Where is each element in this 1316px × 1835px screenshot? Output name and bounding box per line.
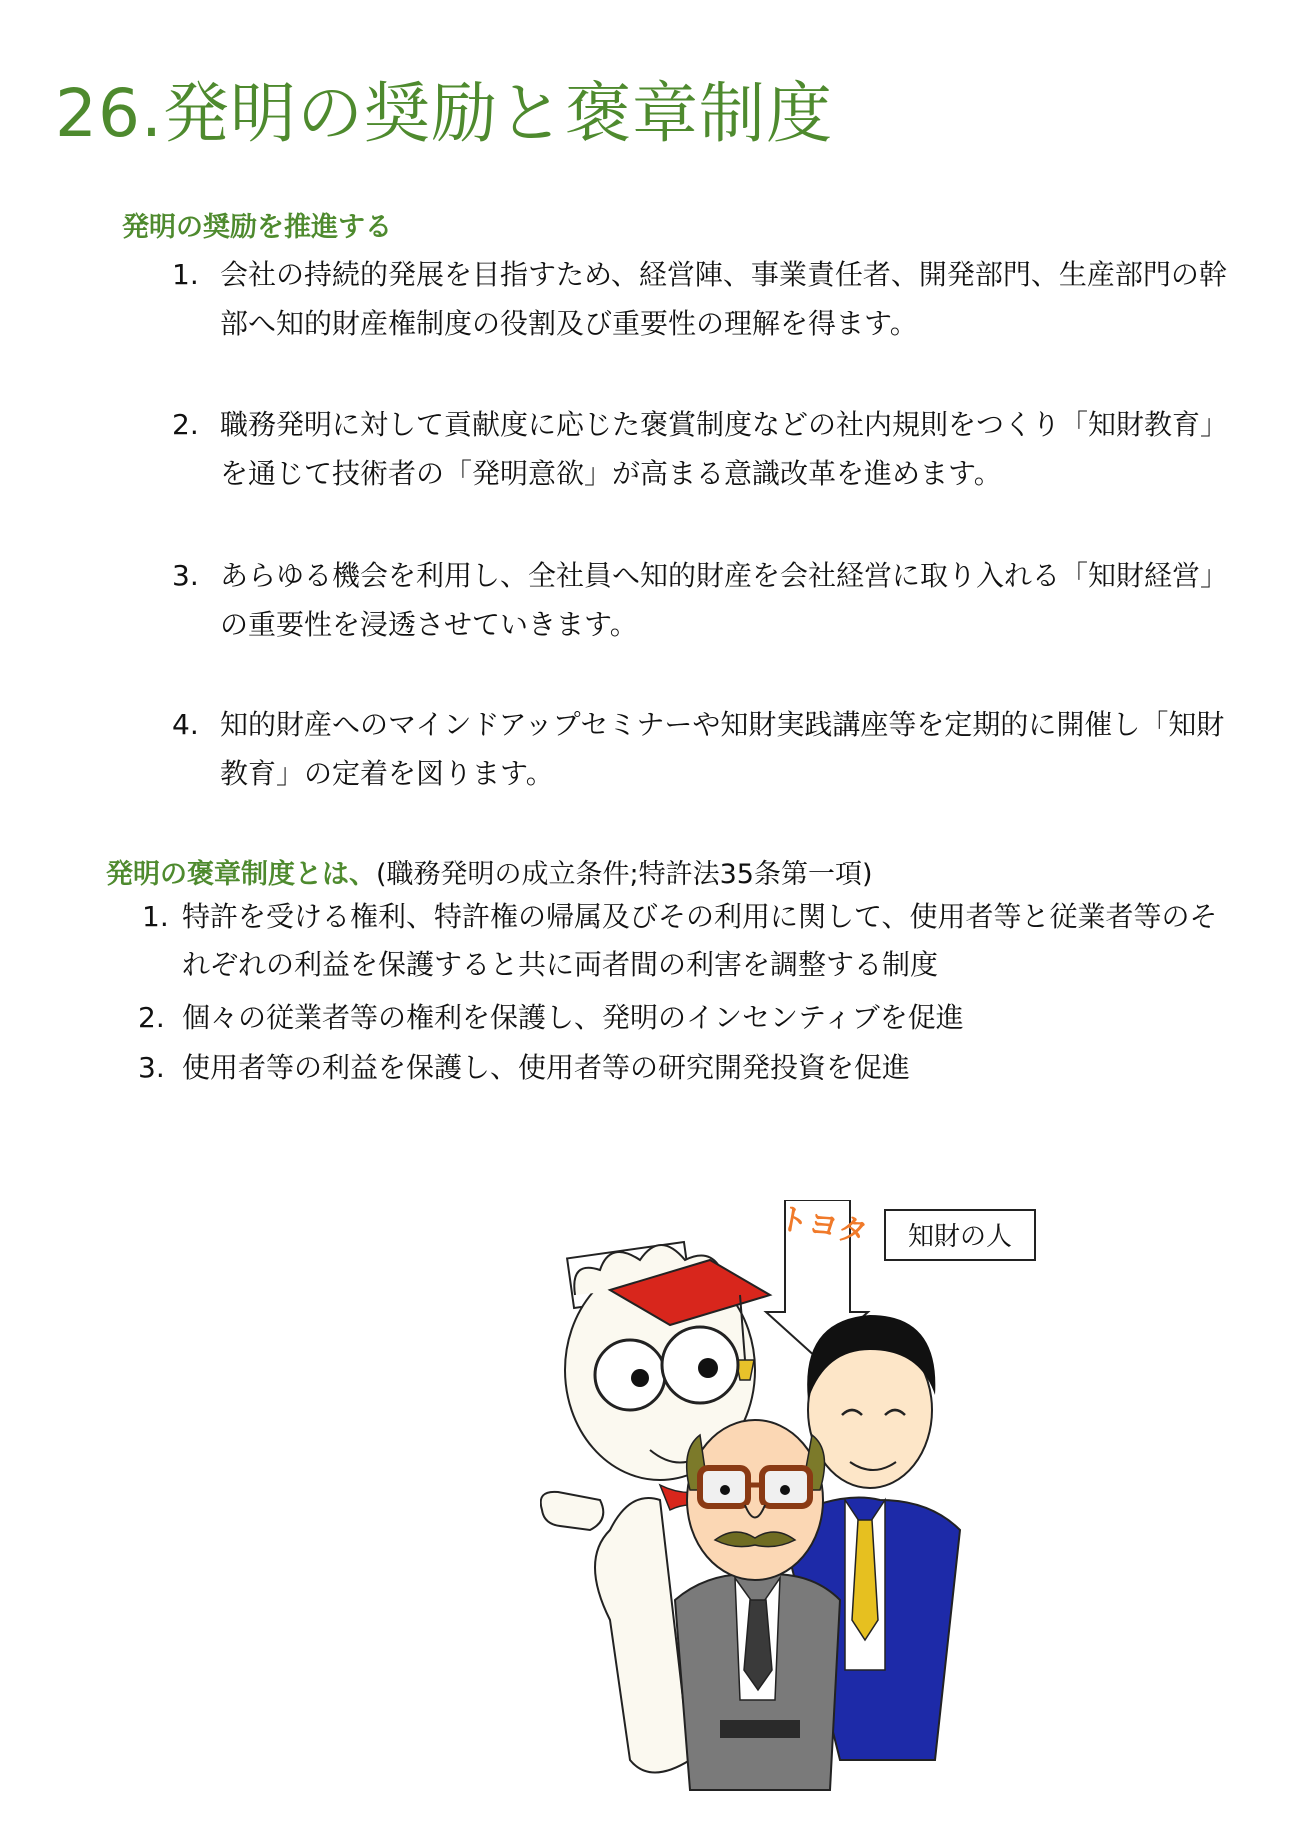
list-item: [172, 250, 1232, 348]
sign-ip: [885, 1210, 1035, 1260]
list-number: 2.: [138, 1001, 165, 1034]
list-number: 4.: [172, 708, 199, 741]
list-number: 1.: [142, 900, 169, 933]
list-item: [172, 700, 1232, 798]
list-text: 使用者等の利益を保護し、使用者等の研究開発投資を促進: [182, 1051, 911, 1084]
page-title: 26.発明の奨励と褒章制度: [55, 75, 833, 152]
section-heading-text: 発明の褒章制度とは、: [106, 859, 376, 890]
sign-company-label: トヨタ: [775, 1200, 871, 1252]
list-item: [172, 551, 1232, 649]
list-text: 会社の持続的発展を目指すため、経営陣、事業責任者、開発部門、生産部門の幹部へ知的財産権制度の役割及び重要性の理解を得ます。: [220, 258, 1227, 340]
section-heading-award-system: [106, 852, 873, 891]
list-number: 3.: [172, 559, 199, 592]
list-number: 1.: [172, 258, 199, 291]
list-item: [138, 1043, 1238, 1092]
illustration: [540, 1200, 1060, 1800]
senior-man-character: [675, 1420, 840, 1790]
list-number: 2.: [172, 408, 199, 441]
list-text: 知的財産へのマインドアップセミナーや知財実践講座等を定期的に開催し「知財教育」の定着を図ります。: [220, 708, 1225, 790]
list-number: 3.: [138, 1051, 165, 1084]
list-item: [142, 893, 1242, 989]
list-item: [138, 993, 1238, 1042]
list-text: 個々の従業者等の権利を保護し、発明のインセンティブを促進: [182, 1001, 964, 1034]
list-text: 職務発明に対して貢献度に応じた褒賞制度などの社内規則をつくり「知財教育」を通じて技術者の「発明意欲」が高まる意識改革を進めます。: [220, 408, 1229, 490]
section-heading-promotion: 発明の奨励を推進する: [122, 212, 392, 243]
list-item: [172, 400, 1232, 498]
section-heading-note: (職務発明の成立条件;特許法35条第一項): [376, 859, 873, 890]
list-text: 特許を受ける権利、特許権の帰属及びその利用に関して、使用者等と従業者等のそれぞれの利益を保護すると共に両者間の利害を調整する制度: [182, 900, 1218, 981]
list-text: あらゆる機会を利用し、全社員へ知的財産を会社経営に取り入れる「知財経営」の重要性を浸透させていきます。: [220, 559, 1229, 641]
sign-ip-label: 知財の人: [907, 1222, 1013, 1252]
